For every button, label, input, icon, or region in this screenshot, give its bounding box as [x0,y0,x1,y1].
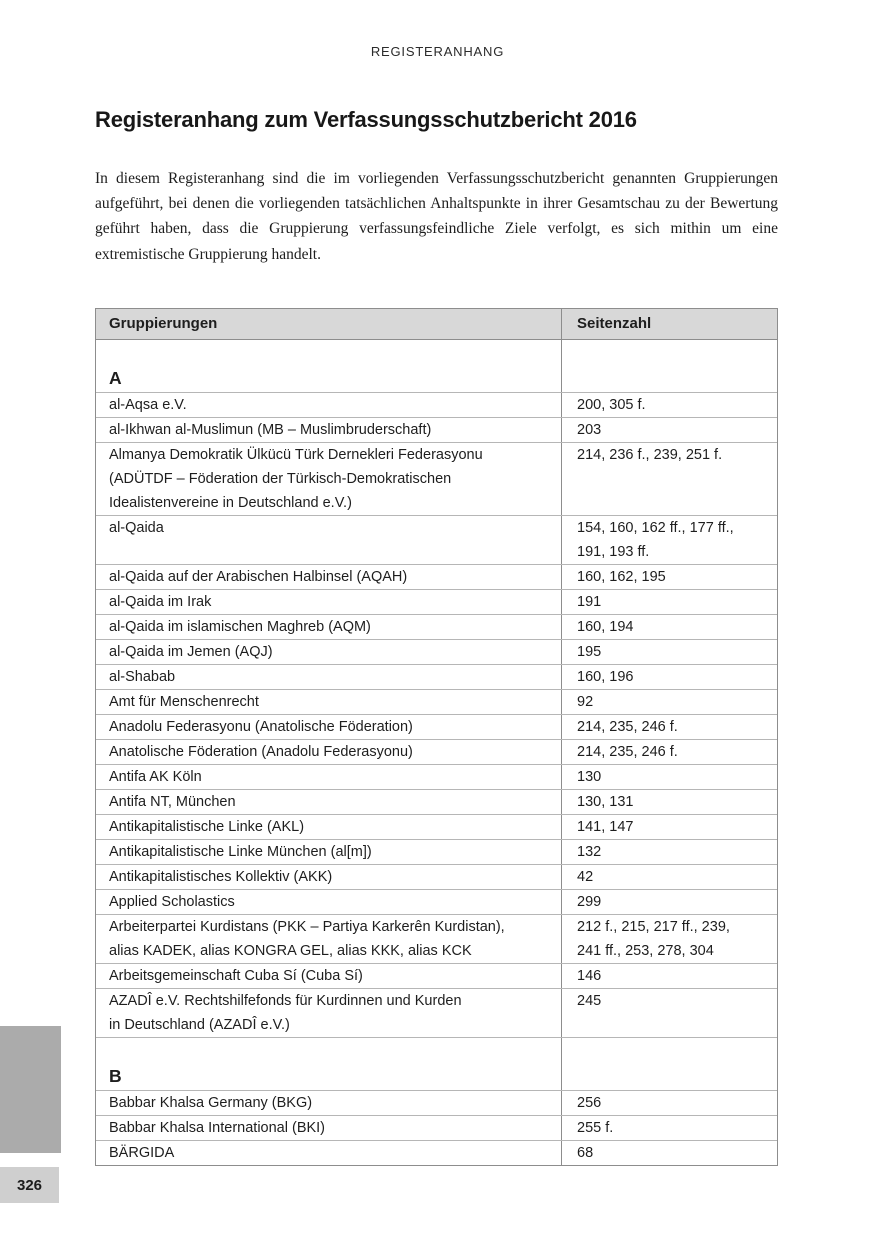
group-name-cell: al-Shabab [96,665,562,689]
group-name-cell: al-Qaida im Irak [96,590,562,614]
page-numbers-cell: 214, 235, 246 f. [577,719,678,735]
group-name-cell: BÄRGIDA [96,1141,562,1165]
table-row [96,1116,777,1141]
group-name-cell: Antikapitalistisches Kollektiv (AKK) [96,865,562,889]
page-numbers-cell: 160, 194 [577,619,634,635]
column-header-gruppierungen: Gruppierungen [96,309,562,339]
page-numbers-cell: 195 [577,644,602,660]
page-numbers-cell: 214, 235, 246 f. [577,744,678,760]
section-divider-row [96,340,777,393]
table-row [96,790,777,815]
register-table [95,308,778,1166]
group-name-cell: Almanya Demokratik Ülkücü Türk Dernekleri Federasyonu (ADÜTDF – Föderation der Türkisch-Demokratischen Idealistenvereine in Deutschland e.V.) [96,443,562,515]
page-title: Registeranhang zum Verfassungsschutzbericht 2016 [95,107,637,132]
group-name-cell: al-Qaida im islamischen Maghreb (AQM) [96,615,562,639]
section-empty-cell [562,340,777,392]
section-letter-cell [96,340,562,392]
table-row [96,665,777,690]
table-row [96,815,777,840]
group-name-cell: al-Qaida auf der Arabischen Halbinsel (AQAH) [96,565,562,589]
section-letter-cell [96,1038,562,1090]
table-row [96,393,777,418]
intro-paragraph: In diesem Registeranhang sind die im vorliegenden Verfassungsschutzbericht genannten Gruppierungen aufgeführt, bei denen die vorliegenden tatsächlichen Anhaltspunkte in ihrer Gesamtschau zu der Bewertung geführt haben, dass die Gruppierung verfassungsfeindliche Ziele verfolgt, es sich mithin um eine extremistische Gruppierung handelt. [95,170,778,263]
group-name-cell: Anadolu Federasyonu (Anatolische Föderation) [96,715,562,739]
page-numbers-cell: 92 [577,694,594,710]
table-row [96,590,777,615]
table-row [96,989,777,1038]
section-letter: B [109,1066,122,1086]
table-row [96,443,777,516]
table-row [96,690,777,715]
section-empty-cell [562,1038,777,1090]
table-header-row [96,309,777,340]
group-name-cell: Applied Scholastics [96,890,562,914]
section-letter: A [109,368,122,388]
running-head: REGISTERANHANG [370,44,505,59]
page-numbers-cell: 245 [577,993,602,1009]
table-row [96,865,777,890]
column-header-seitenzahl: Seitenzahl [577,315,652,332]
table-row [96,418,777,443]
group-name-cell: Anatolische Föderation (Anadolu Federasyonu) [96,740,562,764]
group-name-cell: Babbar Khalsa Germany (BKG) [96,1091,562,1115]
page-numbers-cell: 299 [577,894,602,910]
table-row [96,740,777,765]
group-name-cell: Babbar Khalsa International (BKI) [96,1116,562,1140]
page-numbers-cell: 200, 305 f. [577,397,646,413]
page-numbers-cell: 256 [577,1095,602,1111]
group-name-cell: Arbeitsgemeinschaft Cuba Sí (Cuba Sí) [96,964,562,988]
group-name-cell: al-Aqsa e.V. [96,393,562,417]
group-name-cell: Arbeiterpartei Kurdistans (PKK – Partiya Karkerên Kurdistan), alias KADEK, alias KONGRA GEL, alias KKK, alias KCK [96,915,562,963]
group-name-cell: Antikapitalistische Linke München (al[m]) [96,840,562,864]
table-row [96,765,777,790]
group-name-cell: Antifa AK Köln [96,765,562,789]
table-row [96,915,777,964]
page-numbers-cell: 146 [577,968,602,984]
group-name-cell: Antikapitalistische Linke (AKL) [96,815,562,839]
table-row [96,565,777,590]
page-number: 326 [16,1176,43,1194]
page-numbers-cell: 255 f. [577,1120,614,1136]
group-name-cell: al-Ikhwan al-Muslimun (MB – Muslimbruderschaft) [96,418,562,442]
page-numbers-cell: 132 [577,844,602,860]
page-numbers-cell: 191 [577,594,602,610]
table-row [96,964,777,989]
chapter-thumb-marker [0,1026,61,1153]
page-numbers-cell: 203 [577,422,602,438]
page-numbers-cell: 68 [577,1145,594,1161]
page-numbers-cell: 214, 236 f., 239, 251 f. [577,447,723,463]
page-numbers-cell: 212 f., 215, 217 ff., 239, 241 ff., 253, 278, 304 [577,919,730,959]
page-numbers-cell: 42 [577,869,594,885]
page-number-bar [0,1167,59,1203]
table-body [96,340,777,1165]
section-divider-row [96,1038,777,1091]
group-name-cell: al-Qaida im Jemen (AQJ) [96,640,562,664]
table-row [96,890,777,915]
page-numbers-cell: 130, 131 [577,794,634,810]
page-numbers-cell: 130 [577,769,602,785]
page-numbers-cell: 160, 196 [577,669,634,685]
table-row [96,1091,777,1116]
table-row [96,615,777,640]
table-row [96,640,777,665]
table-row [96,516,777,565]
table-row [96,715,777,740]
table-row [96,840,777,865]
page-numbers-cell: 154, 160, 162 ff., 177 ff., 191, 193 ff. [577,520,734,560]
group-name-cell: Amt für Menschenrecht [96,690,562,714]
group-name-cell: al-Qaida [96,516,562,564]
page-numbers-cell: 141, 147 [577,819,634,835]
table-row [96,1141,777,1165]
page-numbers-cell: 160, 162, 195 [577,569,666,585]
group-name-cell: AZADÎ e.V. Rechtshilfefonds für Kurdinnen und Kurden in Deutschland (AZADÎ e.V.) [96,989,562,1037]
group-name-cell: Antifa NT, München [96,790,562,814]
